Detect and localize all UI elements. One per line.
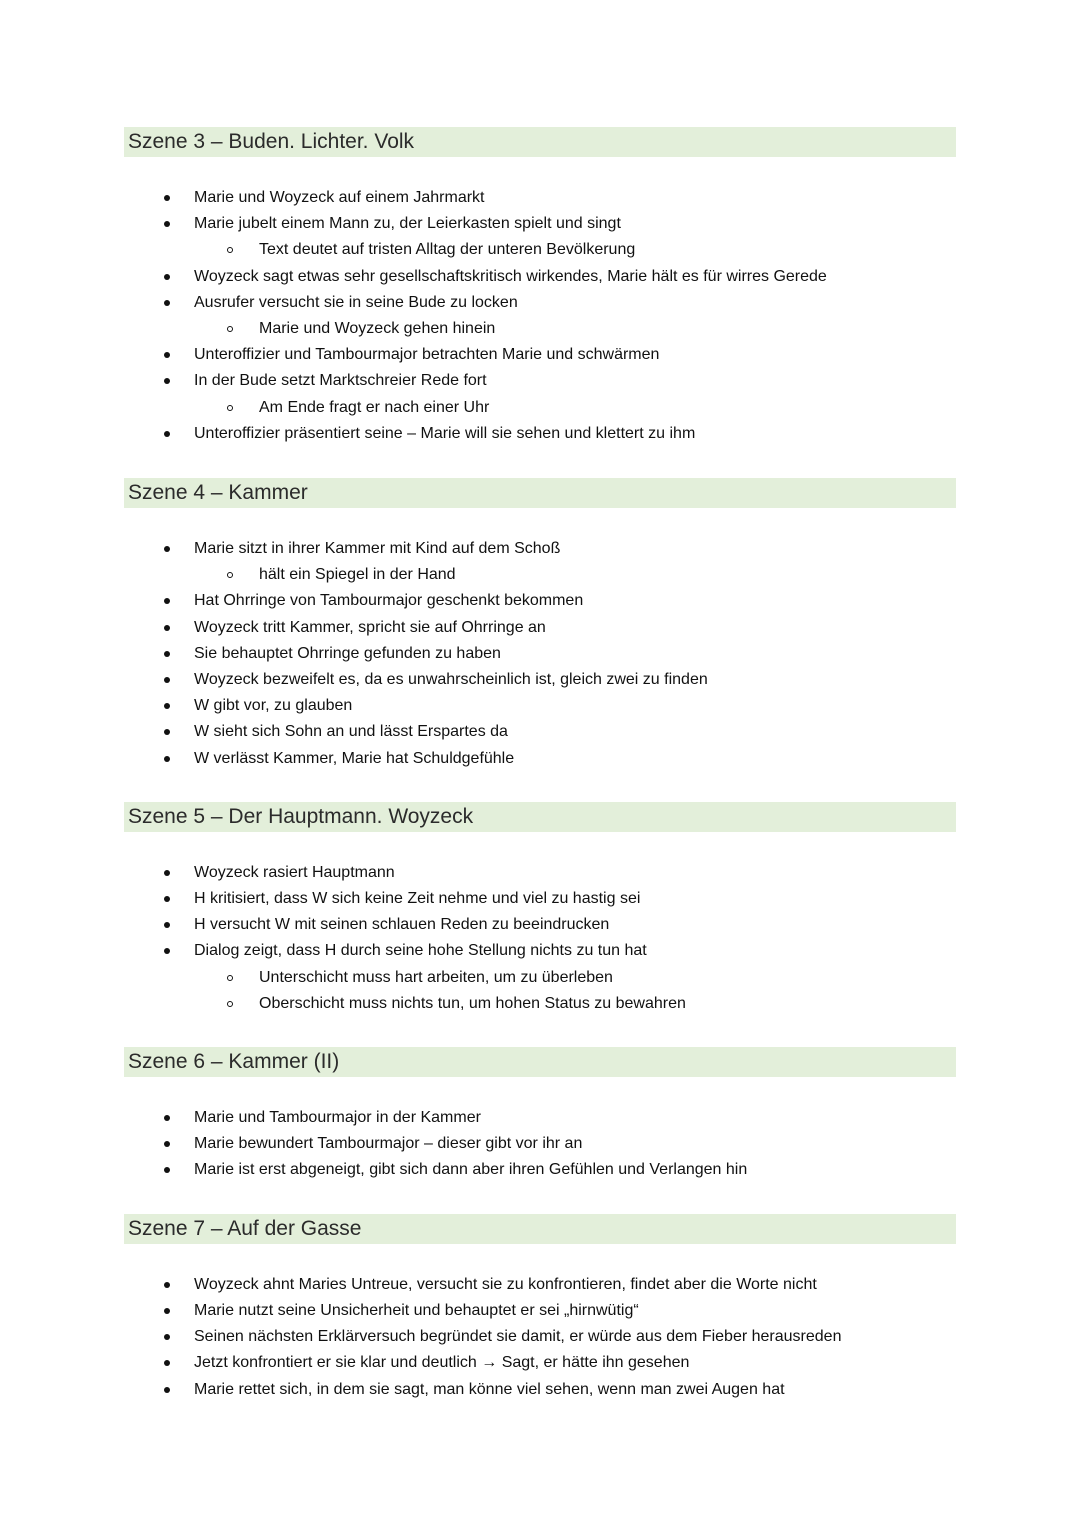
sub-list-item-text: Oberschicht muss nichts tun, um hohen Status zu bewahren	[259, 994, 686, 1012]
list-item	[124, 1157, 956, 1183]
section-heading: Szene 3 – Buden. Lichter. Volk	[124, 127, 956, 157]
sub-list-item	[194, 562, 956, 588]
list-item-text: Marie bewundert Tambourmajor – dieser gibt vor ihr an	[194, 1135, 583, 1153]
list-item	[124, 368, 956, 420]
bullet-list	[124, 536, 956, 772]
list-item-text: Marie nutzt seine Unsicherheit und behauptet er sei „hirnwütig“	[194, 1301, 639, 1319]
sub-list-item-text: hält ein Spiegel in der Hand	[259, 566, 456, 584]
list-item	[124, 421, 956, 447]
sub-list-item-text: Am Ende fragt er nach einer Uhr	[259, 398, 490, 416]
list-item	[124, 1298, 956, 1324]
list-item	[124, 938, 956, 1017]
sub-list	[194, 237, 956, 263]
list-item	[124, 667, 956, 693]
list-item	[124, 342, 956, 368]
sub-list	[194, 316, 956, 342]
list-item	[124, 290, 956, 342]
list-item	[124, 746, 956, 772]
sub-list-item	[194, 237, 956, 263]
sub-list-item-text: Marie und Woyzeck gehen hinein	[259, 320, 496, 338]
list-item-text: Woyzeck bezweifelt es, da es unwahrscheinlich ist, gleich zwei zu finden	[194, 671, 708, 689]
list-item	[124, 536, 956, 588]
list-item-text: Woyzeck tritt Kammer, spricht sie auf Ohrringe an	[194, 618, 546, 636]
list-item-text: Unteroffizier und Tambourmajor betrachten Marie und schwärmen	[194, 346, 660, 364]
sub-list-item	[194, 991, 956, 1017]
list-item	[124, 693, 956, 719]
section-szene-4	[124, 478, 956, 772]
list-item-text: Ausrufer versucht sie in seine Bude zu locken	[194, 293, 518, 311]
list-item-text: Dialog zeigt, dass H durch seine hohe Stellung nichts zu tun hat	[194, 942, 647, 960]
list-item	[124, 588, 956, 614]
sub-list-item	[194, 316, 956, 342]
section-heading: Szene 5 – Der Hauptmann. Woyzeck	[124, 802, 956, 832]
list-item	[124, 264, 956, 290]
bullet-list	[124, 1272, 956, 1403]
sub-list	[194, 965, 956, 1017]
list-item-text: Marie ist erst abgeneigt, gibt sich dann aber ihren Gefühlen und Verlangen hin	[194, 1161, 748, 1179]
list-item	[124, 912, 956, 938]
sub-list	[194, 395, 956, 421]
list-item-text: W sieht sich Sohn an und lässt Erspartes da	[194, 723, 508, 741]
document-page	[124, 127, 956, 1403]
list-item	[124, 1131, 956, 1157]
list-item-text: In der Bude setzt Marktschreier Rede fort	[194, 372, 487, 390]
list-item	[124, 1377, 956, 1403]
sub-list-item-text: Text deutet auf tristen Alltag der unteren Bevölkerung	[259, 241, 636, 259]
list-item-text: Marie sitzt in ihrer Kammer mit Kind auf dem Schoß	[194, 540, 561, 558]
sub-list-item	[194, 395, 956, 421]
list-item-text: Marie und Woyzeck auf einem Jahrmarkt	[194, 189, 485, 206]
list-item-text: Unteroffizier präsentiert seine – Marie will sie sehen und klettert zu ihm	[194, 424, 696, 442]
list-item-text: Hat Ohrringe von Tambourmajor geschenkt bekommen	[194, 592, 584, 610]
sub-list-item-text: Unterschicht muss hart arbeiten, um zu überleben	[259, 968, 613, 986]
list-item-text: W verlässt Kammer, Marie hat Schuldgefühle	[194, 749, 515, 767]
section-szene-6	[124, 1047, 956, 1184]
list-item	[124, 1324, 956, 1350]
list-item	[124, 615, 956, 641]
section-szene-7	[124, 1214, 956, 1403]
list-item	[124, 211, 956, 263]
list-item-text: H kritisiert, dass W sich keine Zeit nehme und viel zu hastig sei	[194, 890, 641, 908]
list-item	[124, 185, 956, 211]
list-item	[124, 1272, 956, 1298]
section-heading: Szene 6 – Kammer (II)	[124, 1047, 956, 1077]
bullet-list	[124, 185, 956, 447]
list-item	[124, 719, 956, 745]
section-heading: Szene 7 – Auf der Gasse	[124, 1214, 956, 1244]
list-item-text: Jetzt konfrontiert er sie klar und deutlich → Sagt, er hätte ihn gesehen	[194, 1354, 690, 1372]
list-item-text: Marie und Tambourmajor in der Kammer	[194, 1109, 481, 1127]
list-item	[124, 1350, 956, 1376]
section-szene-3	[124, 127, 956, 447]
list-item-text: Woyzeck sagt etwas sehr gesellschaftskritisch wirkendes, Marie hält es für wirres Gerede	[194, 267, 827, 285]
list-item-text: Marie rettet sich, in dem sie sagt, man könne viel sehen, wenn man zwei Augen hat	[194, 1380, 785, 1398]
list-item-text: Marie jubelt einem Mann zu, der Leierkasten spielt und singt	[194, 215, 621, 233]
list-item-text: Seinen nächsten Erklärversuch begründet sie damit, er würde aus dem Fieber herausreden	[194, 1328, 842, 1346]
section-szene-5	[124, 802, 956, 1017]
bullet-list	[124, 860, 956, 1017]
list-item-text: Woyzeck rasiert Hauptmann	[194, 863, 395, 881]
list-item	[124, 886, 956, 912]
section-heading: Szene 4 – Kammer	[124, 478, 956, 508]
list-item-text: Sie behauptet Ohrringe gefunden zu haben	[194, 644, 501, 662]
list-item	[124, 641, 956, 667]
sub-list	[194, 562, 956, 588]
list-item	[124, 860, 956, 886]
list-item-text: W gibt vor, zu glauben	[194, 697, 353, 715]
bullet-list	[124, 1105, 956, 1184]
list-item-text: H versucht W mit seinen schlauen Reden zu beeindrucken	[194, 916, 610, 934]
list-item	[124, 1105, 956, 1131]
sub-list-item	[194, 965, 956, 991]
list-item-text: Woyzeck ahnt Maries Untreue, versucht sie zu konfrontieren, findet aber die Worte nicht	[194, 1275, 817, 1293]
